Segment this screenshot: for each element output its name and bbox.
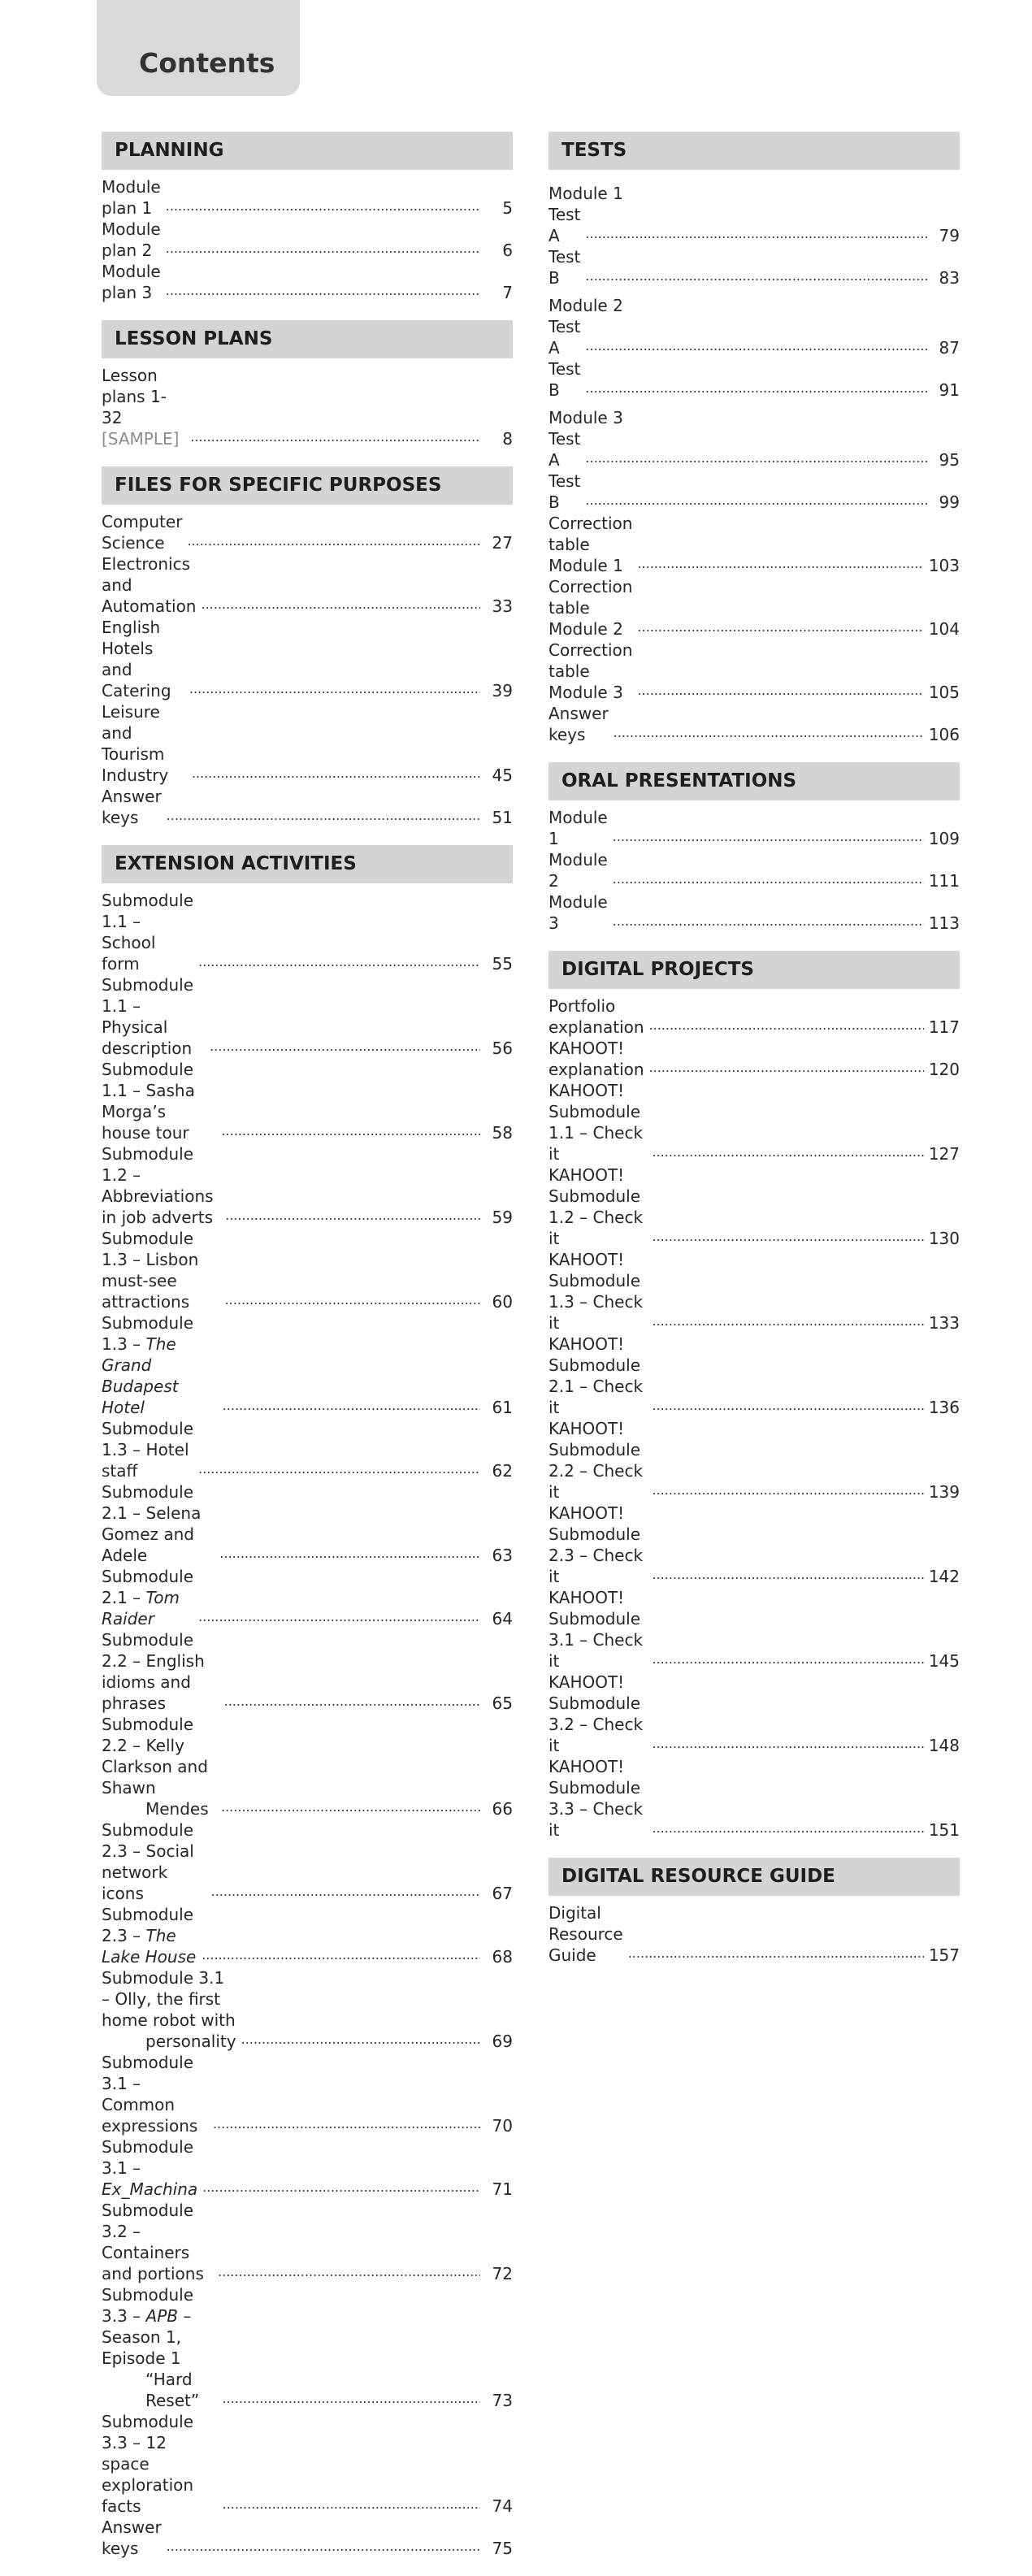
entry-page: 60: [492, 1292, 513, 1312]
entry-title: Test B: [549, 359, 581, 400]
oral-list: [549, 800, 960, 951]
dot-leader: [166, 198, 480, 215]
dot-leader: [190, 429, 480, 445]
dot-leader: [652, 1651, 923, 1667]
entry-title: Answer keys: [549, 704, 609, 744]
dot-leader: [585, 450, 927, 466]
entry-title: Correction table Module 2: [549, 577, 633, 639]
dot-leader: [652, 1398, 923, 1414]
dot-leader: [652, 1144, 923, 1160]
entry-title: KAHOOT! Submodule 1.2 – Check it: [549, 1165, 644, 1248]
entry-title: Module plan 2: [102, 219, 161, 260]
dot-leader: [202, 2179, 480, 2196]
entry-prefix: Submodule 3.3 –: [102, 2285, 194, 2326]
section-header-files: FILES FOR SPECIFIC PURPOSES: [102, 466, 513, 505]
entry-title: [102, 1312, 218, 1418]
module-heading: Module 3: [549, 408, 623, 427]
toc-entry[interactable]: [549, 576, 960, 640]
entry-title: [102, 2411, 218, 2517]
toc-entry[interactable]: [102, 1904, 513, 1967]
entry-title: KAHOOT! Submodule 3.3 – Check it: [549, 1757, 644, 1840]
entry-title: Electronics and Automation: [102, 554, 197, 616]
toc-entry[interactable]: [102, 1418, 513, 1481]
entry-title: [102, 2200, 213, 2284]
toc-entry[interactable]: [549, 640, 960, 703]
page-title: Contents: [139, 47, 275, 79]
entry-page: 27: [492, 533, 513, 553]
entry-prefix: Submodule 3.3 –: [102, 2412, 194, 2452]
entry-prefix: Submodule 1.3 –: [102, 1313, 194, 1354]
entry-title-rest: – Season 1, Episode 1: [102, 2306, 192, 2368]
toc-entry[interactable]: [549, 1672, 960, 1756]
entry-page: 117: [928, 1017, 960, 1037]
entry-title: Leisure and Tourism Industry: [102, 702, 169, 785]
entry-title-line2: personality: [145, 2032, 236, 2051]
dot-leader: [585, 492, 927, 509]
entry-title-text: Ex_Machina: [102, 2179, 198, 2199]
dot-leader: [637, 619, 923, 635]
dot-leader: [652, 1313, 923, 1329]
entry-page: 87: [939, 338, 960, 358]
entry-page: 65: [492, 1693, 513, 1713]
toc-entry[interactable]: [102, 2136, 513, 2200]
dot-leader: [218, 2264, 480, 2280]
dot-leader: [225, 1292, 480, 1308]
section-header-tests: TESTS: [549, 132, 960, 170]
toc-entry[interactable]: [549, 807, 960, 849]
dot-leader: [198, 1461, 480, 1477]
dot-leader: [649, 1017, 924, 1034]
section-header-digital-resource: DIGITAL RESOURCE GUIDE: [549, 1858, 960, 1896]
entry-title: [102, 2517, 162, 2559]
entry-page: 139: [928, 1482, 960, 1502]
entry-page: 33: [492, 596, 513, 616]
toc-entry[interactable]: [102, 511, 513, 553]
entry-title: Correction table Module 3: [549, 640, 633, 702]
entry-page: 70: [492, 2116, 513, 2136]
dot-leader: [613, 913, 924, 930]
toc-entry[interactable]: [549, 849, 960, 891]
entry-prefix: Submodule 1.1 –: [102, 975, 194, 1016]
entry-page: 130: [928, 1229, 960, 1248]
entry-page: 75: [492, 2539, 513, 2558]
toc-entry[interactable]: [102, 1143, 513, 1228]
entry-prefix: Submodule 1.3 –: [102, 1229, 194, 1269]
toc-entry[interactable]: [549, 1587, 960, 1672]
dot-leader: [585, 338, 927, 354]
toc-entry[interactable]: [102, 2517, 513, 2559]
dot-leader: [222, 2391, 480, 2407]
dot-leader: [213, 2116, 480, 2132]
section-header-digital-projects: DIGITAL PROJECTS: [549, 951, 960, 989]
entry-title-line2: Mendes: [145, 1799, 209, 1819]
toc-entry[interactable]: [549, 204, 960, 246]
entry-title: Module plan 1: [102, 177, 161, 218]
toc-entry[interactable]: [549, 1756, 960, 1841]
entry-page: 127: [928, 1144, 960, 1164]
toc-entry[interactable]: [549, 1418, 960, 1503]
entry-page: 59: [492, 1208, 513, 1227]
entry-title-text: Containers and portions: [102, 2243, 204, 2283]
planning-list: [102, 170, 513, 320]
entry-page: 95: [939, 450, 960, 470]
sample-tag: [SAMPLE]: [102, 429, 180, 449]
entry-page: 113: [928, 913, 960, 933]
toc-entry[interactable]: [549, 891, 960, 934]
entry-title: [102, 1904, 197, 1967]
entry-title: [102, 890, 193, 974]
toc-entry[interactable]: [102, 1714, 513, 1819]
toc-entry[interactable]: [102, 261, 513, 303]
entry-prefix: Submodule 2.2 –: [102, 1630, 194, 1671]
entry-prefix: Submodule 3.1 –: [102, 2137, 194, 2178]
dot-leader: [637, 683, 923, 699]
entry-page: 7: [502, 283, 513, 302]
toc-entry[interactable]: [549, 471, 960, 513]
extension-list: [102, 883, 513, 2576]
toc-entry[interactable]: [549, 995, 960, 1038]
entry-title-text: Abbreviations in job adverts: [102, 1186, 214, 1227]
entry-prefix: Submodule 1.1 –: [102, 1060, 194, 1100]
entry-title: [102, 1059, 216, 1143]
toc-entry[interactable]: [549, 316, 960, 358]
toc-entry[interactable]: [102, 176, 513, 219]
dot-leader: [219, 1546, 480, 1562]
entry-title-text: The Lake House: [102, 1926, 197, 1967]
entry-prefix: Submodule 1.2 –: [102, 1144, 194, 1185]
module-heading: Module 1: [549, 184, 623, 203]
dot-leader: [202, 1947, 480, 1963]
dot-leader: [614, 725, 924, 741]
entry-page: 136: [928, 1398, 960, 1417]
entry-title: [102, 1819, 206, 1904]
entry-title: KAHOOT! Submodule 1.1 – Check it: [549, 1081, 644, 1164]
dot-leader: [649, 1060, 924, 1076]
entry-page: 74: [492, 2496, 513, 2516]
toc-entry[interactable]: [102, 974, 513, 1059]
entry-prefix: Submodule 3.1 –: [102, 2053, 194, 2093]
entry-title: Module 1: [549, 808, 608, 848]
toc-entry[interactable]: [102, 219, 513, 261]
entry-page: 105: [928, 683, 960, 702]
entry-page: 61: [492, 1398, 513, 1417]
entry-prefix: Submodule 2.3 –: [102, 1905, 194, 1945]
toc-entry[interactable]: [102, 890, 513, 974]
entry-title-text: Olly, the first home robot with: [102, 1989, 236, 2030]
digital-projects-list: [549, 989, 960, 1858]
dot-leader: [628, 1945, 924, 1962]
tests-list: [549, 170, 960, 762]
entry-title: [102, 1228, 220, 1312]
entry-title: Computer Science: [102, 512, 183, 553]
toc-entry[interactable]: [102, 1481, 513, 1566]
entry-page: 55: [492, 954, 513, 974]
entry-page: 56: [492, 1039, 513, 1058]
entry-title: [102, 1481, 215, 1566]
dot-leader: [224, 1693, 480, 1710]
entry-title: [102, 1566, 193, 1629]
right-column: [549, 132, 960, 1983]
dot-leader: [652, 1482, 923, 1498]
entry-page: 45: [492, 765, 513, 785]
dot-leader: [225, 1208, 480, 1224]
entry-page: 66: [492, 1799, 513, 1819]
entry-title: [102, 365, 185, 449]
toc-entry[interactable]: [549, 1080, 960, 1164]
section-header-oral: ORAL PRESENTATIONS: [549, 762, 960, 800]
dot-leader: [223, 2496, 480, 2513]
entry-title: KAHOOT! Submodule 2.1 – Check it: [549, 1334, 644, 1417]
entry-page: 148: [928, 1736, 960, 1755]
entry-page: 151: [928, 1820, 960, 1840]
toc-entry[interactable]: [549, 1503, 960, 1587]
entry-title: [102, 1418, 193, 1481]
entry-page: 79: [939, 226, 960, 245]
entry-title-text: School form: [102, 933, 156, 974]
entry-page: 69: [492, 2032, 513, 2051]
dot-leader: [189, 681, 480, 697]
dot-leader: [585, 226, 927, 242]
entry-title-text: Tom Raider: [102, 1588, 180, 1628]
dot-leader: [221, 1799, 480, 1815]
dot-leader: [211, 1884, 480, 1900]
entry-prefix: Submodule 1.1 –: [102, 891, 194, 931]
toc-entry[interactable]: [549, 1038, 960, 1080]
dot-leader: [613, 829, 924, 845]
entry-title: [102, 2284, 217, 2411]
section-header-planning: PLANNING: [102, 132, 513, 170]
entry-page: 111: [928, 871, 960, 891]
entry-prefix: Submodule 3.2 –: [102, 2201, 194, 2241]
dot-leader: [613, 871, 924, 887]
dot-leader: [201, 596, 480, 613]
toc-entry[interactable]: [102, 786, 513, 828]
toc-entry[interactable]: [102, 1228, 513, 1312]
entry-title-text: Common expressions: [102, 2095, 198, 2136]
toc-entry[interactable]: [102, 2200, 513, 2284]
dot-leader: [167, 2539, 480, 2555]
entry-page: 62: [492, 1461, 513, 1481]
entry-page: 106: [928, 725, 960, 744]
entry-title-text: Lisbon must-see attractions: [102, 1250, 199, 1312]
entry-title: KAHOOT! Submodule 1.3 – Check it: [549, 1250, 644, 1333]
entry-page: 83: [939, 268, 960, 288]
entry-title-text: English idioms and phrases: [102, 1651, 205, 1713]
toc-entry[interactable]: [549, 513, 960, 576]
entry-title: [102, 2052, 208, 2136]
dot-leader: [192, 765, 480, 782]
entry-title: KAHOOT! Submodule 3.1 – Check it: [549, 1588, 644, 1671]
entry-prefix: Submodule 2.1 –: [102, 1567, 194, 1607]
entry-title: Test B: [549, 471, 581, 512]
entry-page: 73: [492, 2391, 513, 2410]
entry-title-text: The Grand Budapest Hotel: [102, 1334, 179, 1417]
entry-prefix: Submodule 1.3 –: [102, 1419, 194, 1459]
entry-title: [102, 1714, 216, 1819]
files-list: [102, 505, 513, 845]
entry-page: 51: [492, 808, 513, 827]
entry-title-text: Sasha Morga’s house tour: [102, 1081, 195, 1143]
entry-page: 71: [492, 2179, 513, 2199]
dot-leader: [221, 1123, 480, 1139]
entry-title: Portfolio explanation: [549, 996, 644, 1037]
entry-page: 91: [939, 380, 960, 400]
entry-title: Module 3: [549, 892, 608, 933]
toc-entry[interactable]: [102, 1629, 513, 1714]
section-header-extension: EXTENSION ACTIVITIES: [102, 845, 513, 883]
entry-title-text: Physical description: [102, 1017, 193, 1058]
entry-page: 68: [492, 1947, 513, 1967]
entry-title: Module plan 3: [102, 262, 161, 302]
toc-entry[interactable]: [102, 2052, 513, 2136]
toc-entry[interactable]: [549, 1249, 960, 1334]
dot-leader: [652, 1567, 923, 1583]
entry-page: 142: [928, 1567, 960, 1586]
dot-leader: [637, 556, 923, 572]
toc-entry[interactable]: [549, 246, 960, 288]
toc-entry[interactable]: [102, 1059, 513, 1143]
entry-title: [102, 2136, 197, 2200]
section-header-lesson-plans: LESSON PLANS: [102, 320, 513, 358]
entry-page: 8: [502, 429, 513, 449]
dot-leader: [198, 954, 480, 970]
module-heading: Module 2: [549, 296, 623, 315]
entry-title: Test B: [549, 247, 581, 288]
dot-leader: [585, 268, 927, 284]
entry-title: Test A: [549, 205, 581, 245]
entry-title-text: APB: [145, 2306, 178, 2326]
toc-entry[interactable]: [549, 1902, 960, 1966]
entry-page: 145: [928, 1651, 960, 1671]
entry-title: Digital Resource Guide: [549, 1903, 623, 1965]
dot-leader: [166, 241, 480, 257]
entry-page: 99: [939, 492, 960, 512]
entry-prefix: Submodule 3.1 –: [102, 1968, 225, 2009]
entry-title-text: Social network icons: [102, 1841, 194, 1903]
digital-resource-list: [549, 1896, 960, 1983]
entry-page: 39: [492, 681, 513, 700]
dot-leader: [652, 1736, 923, 1752]
toc-entry[interactable]: [549, 1334, 960, 1418]
entry-title-line2: “Hard Reset”: [145, 2370, 200, 2410]
entry-title: Module 2: [549, 850, 608, 891]
toc-entry[interactable]: [549, 1164, 960, 1249]
toc-entry[interactable]: [102, 1566, 513, 1629]
entry-page: 72: [492, 2264, 513, 2283]
toc-entry[interactable]: [102, 2284, 513, 2411]
entry-title: Test A: [549, 429, 581, 470]
toc-entry[interactable]: [102, 701, 513, 786]
entry-page: 133: [928, 1313, 960, 1333]
contents-tab: [97, 0, 300, 96]
dot-leader: [585, 380, 927, 397]
toc-entry[interactable]: [102, 553, 513, 617]
entry-title: KAHOOT! Submodule 2.3 – Check it: [549, 1503, 644, 1586]
entry-prefix: Submodule 2.1 –: [102, 1482, 194, 1523]
entry-title-text: Kelly Clarkson and Shawn: [102, 1736, 208, 1798]
entry-prefix: Submodule 2.3 –: [102, 1820, 194, 1861]
entry-page: 64: [492, 1609, 513, 1628]
entry-page: 63: [492, 1546, 513, 1565]
dot-leader: [652, 1229, 923, 1245]
entry-title-text: Selena Gomez and Adele: [102, 1503, 202, 1565]
entry-title: [102, 1967, 236, 2052]
entry-title: KAHOOT! Submodule 3.2 – Check it: [549, 1672, 644, 1755]
entry-title-text: Hotel staff: [102, 1440, 189, 1481]
dot-leader: [167, 808, 480, 824]
entry-title-text: 12 space exploration facts: [102, 2433, 194, 2516]
dot-leader: [198, 1609, 480, 1625]
toc-entry[interactable]: [549, 703, 960, 745]
toc-entry[interactable]: [102, 365, 513, 449]
entry-title: [102, 974, 205, 1059]
entry-title: Answer keys: [102, 787, 162, 827]
entry-page: 58: [492, 1123, 513, 1143]
entry-title: Test A: [549, 317, 581, 358]
entry-title: [102, 1629, 219, 1714]
dot-leader: [210, 1039, 480, 1055]
toc-entry[interactable]: [102, 1312, 513, 1418]
entry-page: 103: [928, 556, 960, 575]
toc-entry[interactable]: [102, 617, 513, 701]
left-column: [102, 132, 513, 2576]
entry-title: [102, 1143, 220, 1228]
entry-page: 104: [928, 619, 960, 639]
entry-title: KAHOOT! explanation: [549, 1039, 644, 1079]
toc-entry[interactable]: [549, 358, 960, 401]
entry-title: KAHOOT! Submodule 2.2 – Check it: [549, 1419, 644, 1502]
entry-title-text: Answer keys: [102, 2517, 162, 2558]
dot-leader: [166, 283, 480, 299]
entry-page: 120: [928, 1060, 960, 1079]
dot-leader: [187, 533, 480, 549]
dot-leader: [652, 1820, 923, 1837]
entry-page: 157: [928, 1945, 960, 1965]
entry-page: 5: [502, 198, 513, 218]
toc-entry[interactable]: [549, 428, 960, 471]
entry-title-text: Lesson plans 1-32: [102, 366, 167, 427]
lesson-plans-list: [102, 358, 513, 466]
dot-leader: [223, 1398, 480, 1414]
toc-entry[interactable]: [102, 1819, 513, 1904]
toc-entry[interactable]: [102, 1967, 513, 2052]
entry-title: Correction table Module 1: [549, 514, 633, 575]
entry-prefix: Submodule 2.2 –: [102, 1715, 194, 1755]
entry-title: English Hotels and Catering: [102, 618, 171, 700]
toc-entry[interactable]: [102, 2411, 513, 2517]
entry-page: 6: [502, 241, 513, 260]
dot-leader: [241, 2032, 480, 2048]
entry-page: 109: [928, 829, 960, 848]
entry-page: 67: [492, 1884, 513, 1903]
